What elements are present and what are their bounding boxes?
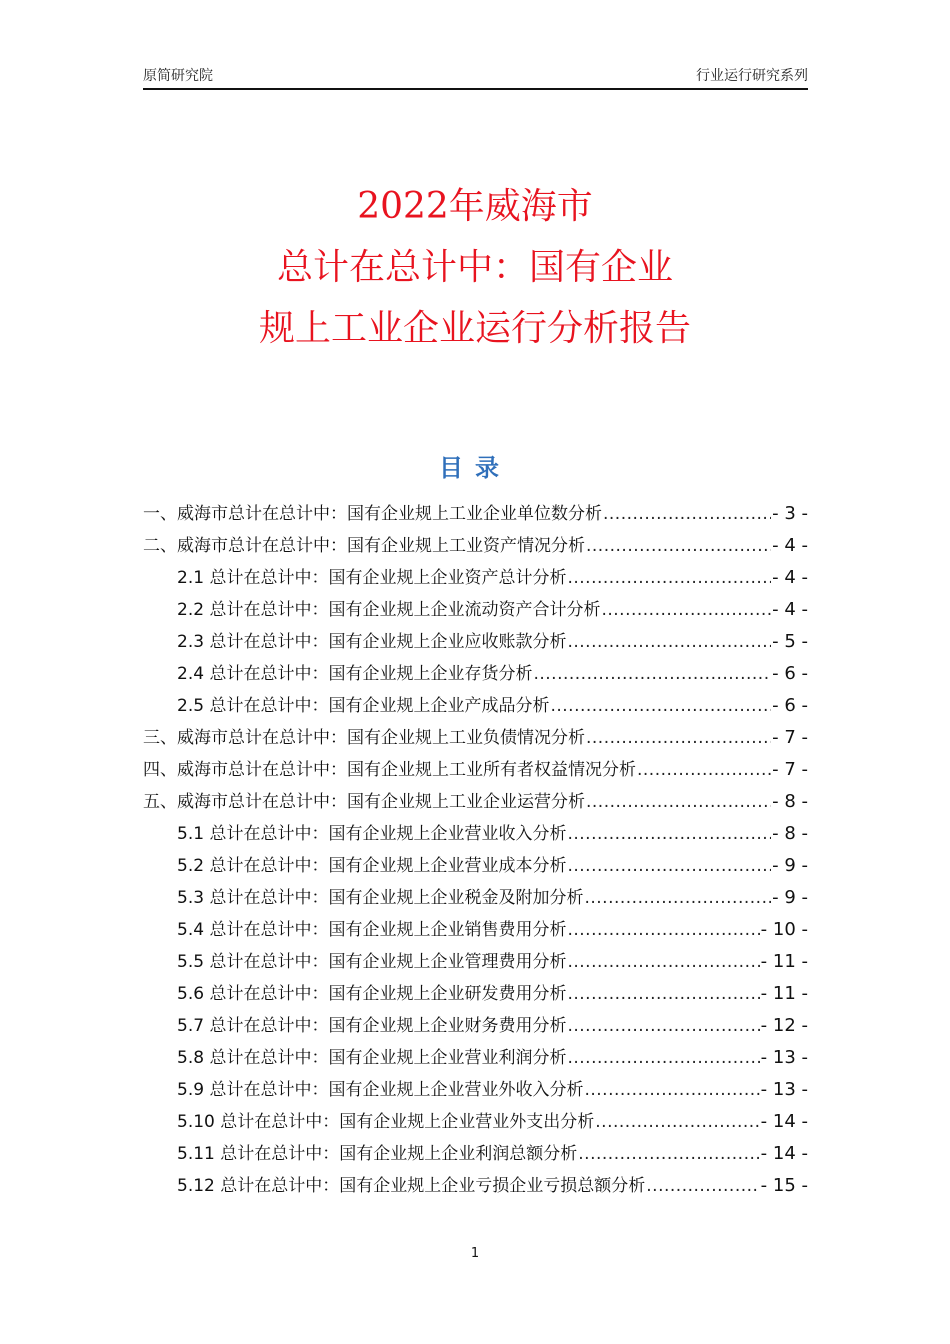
toc-entry-page: - 4 - — [772, 599, 808, 620]
dot-leader — [567, 818, 771, 850]
page-number: 1 — [470, 1246, 480, 1261]
toc-entry[interactable] — [143, 882, 808, 914]
toc-entry-text: 5.3 总计在总计中：国有企业规上企业税金及附加分析 — [177, 888, 584, 908]
toc-entry-page: - 4 - — [772, 567, 808, 588]
toc-entry[interactable] — [143, 850, 808, 882]
toc-entry-page: - 9 - — [772, 887, 808, 908]
toc-entry-page: - 7 - — [772, 759, 808, 780]
toc-entry[interactable] — [143, 1106, 808, 1138]
toc-entry[interactable] — [143, 1074, 808, 1106]
dot-leader — [578, 1138, 759, 1170]
page-header — [143, 66, 808, 90]
dot-leader — [586, 786, 771, 818]
toc-entry[interactable] — [143, 1170, 808, 1202]
toc-entry-page: - 14 - — [760, 1111, 808, 1132]
toc-entry-text: 三、威海市总计在总计中：国有企业规上工业负债情况分析 — [143, 728, 585, 748]
dot-leader — [567, 850, 771, 882]
toc-entry-text: 5.9 总计在总计中：国有企业规上企业营业外收入分析 — [177, 1080, 584, 1100]
table-of-contents — [143, 498, 808, 1202]
dot-leader — [584, 882, 771, 914]
toc-entry-text: 2.5 总计在总计中：国有企业规上企业产成品分析 — [177, 696, 550, 716]
dot-leader — [586, 530, 771, 562]
title-line-2: 总计在总计中：国有企业 — [276, 247, 673, 288]
toc-entry-text: 2.2 总计在总计中：国有企业规上企业流动资产合计分析 — [177, 600, 601, 620]
toc-entry-page: - 8 - — [772, 823, 808, 844]
toc-entry[interactable] — [143, 978, 808, 1010]
toc-entry[interactable] — [143, 722, 808, 754]
toc-entry-text: 2.1 总计在总计中：国有企业规上企业资产总计分析 — [177, 568, 567, 588]
toc-entry-text: 5.8 总计在总计中：国有企业规上企业营业利润分析 — [177, 1048, 567, 1068]
dot-leader — [595, 1106, 759, 1138]
toc-entry[interactable] — [143, 818, 808, 850]
toc-entry-page: - 5 - — [772, 631, 808, 652]
dot-leader — [567, 946, 759, 978]
toc-entry-text: 5.5 总计在总计中：国有企业规上企业管理费用分析 — [177, 952, 567, 972]
toc-entry[interactable] — [143, 754, 808, 786]
dot-leader — [603, 498, 771, 530]
toc-entry-page: - 11 - — [760, 983, 808, 1004]
toc-entry-page: - 7 - — [772, 727, 808, 748]
toc-entry-text: 四、威海市总计在总计中：国有企业规上工业所有者权益情况分析 — [143, 760, 636, 780]
toc-entry[interactable] — [143, 914, 808, 946]
toc-entry[interactable] — [143, 1138, 808, 1170]
toc-entry[interactable] — [143, 626, 808, 658]
toc-entry-page: - 11 - — [760, 951, 808, 972]
toc-entry[interactable] — [143, 786, 808, 818]
toc-entry-page: - 4 - — [772, 535, 808, 556]
toc-entry-text: 5.4 总计在总计中：国有企业规上企业销售费用分析 — [177, 920, 567, 940]
dot-leader — [567, 978, 759, 1010]
title-line-3: 规上工业企业运行分析报告 — [258, 308, 691, 349]
header-publisher: 原简研究院 — [143, 68, 213, 84]
toc-entry-page: - 8 - — [772, 791, 808, 812]
toc-entry-text: 一、威海市总计在总计中：国有企业规上工业企业单位数分析 — [143, 504, 602, 524]
toc-entry-page: - 15 - — [760, 1175, 808, 1196]
dot-leader — [533, 658, 771, 690]
dot-leader — [567, 914, 759, 946]
toc-heading: 目录 — [439, 454, 511, 482]
toc-entry-page: - 12 - — [760, 1015, 808, 1036]
dot-leader — [646, 1170, 759, 1202]
toc-entry-text: 5.7 总计在总计中：国有企业规上企业财务费用分析 — [177, 1016, 567, 1036]
toc-entry[interactable] — [143, 498, 808, 530]
toc-entry[interactable] — [143, 946, 808, 978]
toc-entry[interactable] — [143, 562, 808, 594]
toc-entry-page: - 10 - — [760, 919, 808, 940]
toc-entry-page: - 9 - — [772, 855, 808, 876]
toc-entry[interactable] — [143, 690, 808, 722]
header-series: 行业运行研究系列 — [696, 68, 808, 84]
toc-entry-text: 5.12 总计在总计中：国有企业规上企业亏损企业亏损总额分析 — [177, 1176, 646, 1196]
toc-entry-text: 5.10 总计在总计中：国有企业规上企业营业外支出分析 — [177, 1112, 595, 1132]
dot-leader — [567, 626, 771, 658]
toc-entry-text: 5.2 总计在总计中：国有企业规上企业营业成本分析 — [177, 856, 567, 876]
dot-leader — [601, 594, 771, 626]
toc-entry-text: 5.1 总计在总计中：国有企业规上企业营业收入分析 — [177, 824, 567, 844]
toc-entry-page: - 13 - — [760, 1079, 808, 1100]
toc-entry-text: 五、威海市总计在总计中：国有企业规上工业企业运营分析 — [143, 792, 585, 812]
toc-entry-page: - 6 - — [772, 663, 808, 684]
toc-entry-text: 二、威海市总计在总计中：国有企业规上工业资产情况分析 — [143, 536, 585, 556]
toc-entry[interactable] — [143, 1042, 808, 1074]
toc-entry-page: - 14 - — [760, 1143, 808, 1164]
toc-entry-page: - 3 - — [772, 503, 808, 524]
toc-entry[interactable] — [143, 594, 808, 626]
dot-leader — [586, 722, 771, 754]
dot-leader — [567, 562, 771, 594]
toc-entry-page: - 6 - — [772, 695, 808, 716]
toc-entry-text: 5.6 总计在总计中：国有企业规上企业研发费用分析 — [177, 984, 567, 1004]
title-line-1: 2022年威海市 — [357, 186, 593, 227]
toc-entry[interactable] — [143, 1010, 808, 1042]
dot-leader — [567, 1042, 759, 1074]
toc-entry-text: 5.11 总计在总计中：国有企业规上企业利润总额分析 — [177, 1144, 578, 1164]
toc-entry-page: - 13 - — [760, 1047, 808, 1068]
dot-leader — [584, 1074, 759, 1106]
toc-entry[interactable] — [143, 658, 808, 690]
toc-entry-text: 2.4 总计在总计中：国有企业规上企业存货分析 — [177, 664, 533, 684]
toc-entry[interactable] — [143, 530, 808, 562]
dot-leader — [550, 690, 771, 722]
dot-leader — [637, 754, 771, 786]
toc-entry-text: 2.3 总计在总计中：国有企业规上企业应收账款分析 — [177, 632, 567, 652]
dot-leader — [567, 1010, 759, 1042]
report-title — [0, 176, 950, 359]
